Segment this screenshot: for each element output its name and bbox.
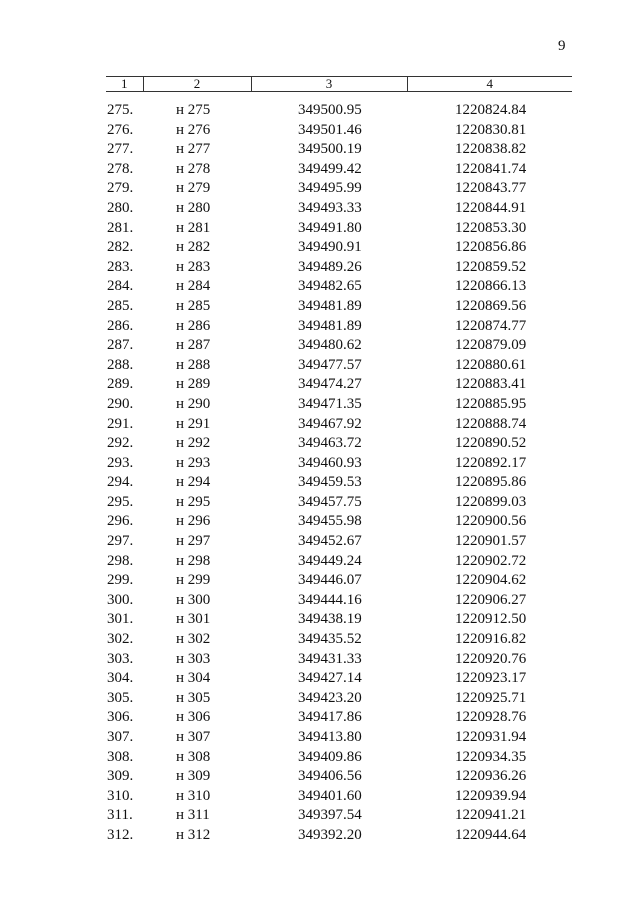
table-row (106, 610, 572, 630)
page-number: 9 (558, 38, 566, 54)
row-number: 310. (107, 787, 134, 804)
y-coordinate: 1220879.09 (455, 337, 527, 354)
row-number: 285. (107, 297, 134, 314)
point-name: н 276 (176, 121, 211, 138)
x-coordinate: 349500.19 (298, 141, 362, 158)
row-number: 300. (107, 591, 134, 608)
table-row (106, 748, 572, 768)
x-coordinate: 349417.86 (298, 709, 362, 726)
x-coordinate: 349457.75 (298, 493, 362, 510)
coordinates-table (106, 76, 572, 846)
y-coordinate: 1220844.91 (455, 199, 527, 216)
x-coordinate: 349481.89 (298, 317, 362, 334)
x-coordinate: 349444.16 (298, 591, 362, 608)
row-number: 305. (107, 689, 134, 706)
row-number: 275. (107, 102, 134, 118)
row-number: 301. (107, 611, 134, 628)
point-name: н 302 (176, 631, 211, 648)
row-number: 312. (107, 826, 134, 843)
table-row (106, 297, 572, 317)
table-row (106, 375, 572, 395)
point-name: н 301 (176, 611, 211, 628)
row-number: 309. (107, 768, 134, 785)
table-row (106, 728, 572, 748)
row-number: 291. (107, 415, 134, 432)
y-coordinate: 1220856.86 (455, 239, 527, 256)
x-coordinate: 349455.98 (298, 513, 362, 530)
row-number: 277. (107, 141, 134, 158)
x-coordinate: 349459.53 (298, 474, 362, 491)
table-row (106, 708, 572, 728)
table-row (106, 415, 572, 435)
point-name: н 286 (176, 317, 211, 334)
table-row (106, 669, 572, 689)
x-coordinate: 349397.54 (298, 807, 362, 824)
table-row (106, 121, 572, 141)
point-name: н 308 (176, 748, 211, 765)
row-number: 294. (107, 474, 134, 491)
table-body (106, 92, 572, 846)
row-number: 296. (107, 513, 134, 530)
x-coordinate: 349474.27 (298, 376, 362, 393)
y-coordinate: 1220830.81 (455, 121, 527, 138)
table-row (106, 179, 572, 199)
x-coordinate: 349482.65 (298, 278, 362, 295)
point-name: н 291 (176, 415, 211, 432)
table-row (106, 512, 572, 532)
point-name: н 304 (176, 670, 211, 687)
x-coordinate: 349493.33 (298, 199, 362, 216)
y-coordinate: 1220902.72 (455, 552, 527, 569)
y-coordinate: 1220934.35 (455, 748, 527, 765)
point-name: н 279 (176, 180, 211, 197)
table-row (106, 571, 572, 591)
point-name: н 280 (176, 199, 211, 216)
y-coordinate: 1220895.86 (455, 474, 527, 491)
y-coordinate: 1220900.56 (455, 513, 527, 530)
table-row (106, 787, 572, 807)
point-name: н 295 (176, 493, 211, 510)
point-name: н 299 (176, 572, 211, 589)
column-header-4: 4 (407, 77, 572, 92)
table-row (106, 454, 572, 474)
table-row (106, 356, 572, 376)
row-number: 293. (107, 454, 134, 471)
row-number: 292. (107, 435, 134, 452)
point-name: н 289 (176, 376, 211, 393)
y-coordinate: 1220890.52 (455, 435, 527, 452)
table-row (106, 258, 572, 278)
x-coordinate: 349460.93 (298, 454, 362, 471)
point-name: н 282 (176, 239, 211, 256)
x-coordinate: 349413.80 (298, 729, 362, 745)
row-number: 299. (107, 572, 134, 589)
row-number: 302. (107, 631, 134, 648)
y-coordinate: 1220939.94 (455, 787, 527, 804)
row-number: 276. (107, 121, 134, 138)
row-number: 280. (107, 199, 134, 216)
table-row (106, 199, 572, 219)
row-number: 279. (107, 180, 134, 197)
table-row (106, 650, 572, 670)
table-row (106, 101, 572, 121)
y-coordinate: 1220885.95 (455, 395, 527, 412)
y-coordinate: 1220944.64 (455, 826, 527, 843)
y-coordinate: 1220843.77 (455, 180, 527, 197)
point-name: н 306 (176, 709, 211, 726)
table-row (106, 591, 572, 611)
x-coordinate: 349423.20 (298, 689, 362, 706)
table-row (106, 689, 572, 709)
table-row (106, 473, 572, 493)
row-number: 287. (107, 337, 134, 354)
table-row (106, 826, 572, 846)
table-row (106, 493, 572, 513)
point-name: н 300 (176, 591, 211, 608)
point-name: н 292 (176, 435, 211, 452)
x-coordinate: 349392.20 (298, 826, 362, 843)
x-coordinate: 349477.57 (298, 356, 362, 373)
x-coordinate: 349431.33 (298, 650, 362, 667)
row-number: 303. (107, 650, 134, 667)
point-name: н 284 (176, 278, 211, 295)
y-coordinate: 1220888.74 (455, 415, 527, 432)
table-row (106, 552, 572, 572)
row-number: 290. (107, 395, 134, 412)
x-coordinate: 349471.35 (298, 395, 362, 412)
point-name: н 310 (176, 787, 211, 804)
y-coordinate: 1220941.21 (455, 807, 527, 824)
point-name: н 285 (176, 297, 211, 314)
table-row (106, 160, 572, 180)
y-coordinate: 1220925.71 (455, 689, 527, 706)
point-name: н 309 (176, 768, 211, 785)
x-coordinate: 349501.46 (298, 121, 362, 138)
y-coordinate: 1220892.17 (455, 454, 527, 471)
row-number: 278. (107, 160, 134, 177)
y-coordinate: 1220928.76 (455, 709, 527, 726)
point-name: н 288 (176, 356, 211, 373)
y-coordinate: 1220874.77 (455, 317, 527, 334)
table-row (106, 317, 572, 337)
y-coordinate: 1220912.50 (455, 611, 527, 628)
table-row (106, 395, 572, 415)
y-coordinate: 1220931.94 (455, 729, 527, 745)
x-coordinate: 349490.91 (298, 239, 362, 256)
row-number: 308. (107, 748, 134, 765)
x-coordinate: 349499.42 (298, 160, 362, 177)
column-header-2: 2 (143, 77, 251, 92)
row-number: 306. (107, 709, 134, 726)
table-row (106, 219, 572, 239)
point-name: н 305 (176, 689, 211, 706)
x-coordinate: 349401.60 (298, 787, 362, 804)
y-coordinate: 1220923.17 (455, 670, 527, 687)
table-row (106, 336, 572, 356)
y-coordinate: 1220906.27 (455, 591, 527, 608)
table-row (106, 277, 572, 297)
x-coordinate: 349480.62 (298, 337, 362, 354)
point-name: н 294 (176, 474, 211, 491)
y-coordinate: 1220899.03 (455, 493, 527, 510)
x-coordinate: 349489.26 (298, 258, 362, 275)
y-coordinate: 1220859.52 (455, 258, 527, 275)
row-number: 311. (107, 807, 133, 824)
row-number: 297. (107, 533, 134, 550)
point-name: н 290 (176, 395, 211, 412)
x-coordinate: 349435.52 (298, 631, 362, 648)
header-row (106, 77, 572, 92)
point-name: н 311 (176, 807, 210, 824)
table-row (106, 532, 572, 552)
row-number: 283. (107, 258, 134, 275)
x-coordinate: 349463.72 (298, 435, 362, 452)
row-number: 307. (107, 729, 134, 745)
point-name: н 303 (176, 650, 211, 667)
x-coordinate: 349495.99 (298, 180, 362, 197)
table-row (106, 238, 572, 258)
header-gap (106, 92, 572, 102)
point-name: н 287 (176, 337, 211, 354)
table-row (106, 140, 572, 160)
y-coordinate: 1220866.13 (455, 278, 527, 295)
y-coordinate: 1220920.76 (455, 650, 527, 667)
row-number: 284. (107, 278, 134, 295)
point-name: н 296 (176, 513, 211, 530)
x-coordinate: 349491.80 (298, 219, 362, 236)
table-row (106, 434, 572, 454)
row-number: 304. (107, 670, 134, 687)
point-name: н 312 (176, 826, 211, 843)
point-name: н 278 (176, 160, 211, 177)
column-header-3: 3 (251, 77, 407, 92)
x-coordinate: 349438.19 (298, 611, 362, 628)
x-coordinate: 349427.14 (298, 670, 362, 687)
y-coordinate: 1220838.82 (455, 141, 527, 158)
point-name: н 275 (176, 102, 211, 118)
column-header-1: 1 (106, 77, 143, 92)
point-name: н 283 (176, 258, 211, 275)
x-coordinate: 349500.95 (298, 102, 362, 118)
x-coordinate: 349467.92 (298, 415, 362, 432)
table-row (106, 767, 572, 787)
y-coordinate: 1220901.57 (455, 533, 527, 550)
x-coordinate: 349452.67 (298, 533, 362, 550)
y-coordinate: 1220853.30 (455, 219, 527, 236)
y-coordinate: 1220880.61 (455, 356, 527, 373)
row-number: 281. (107, 219, 134, 236)
y-coordinate: 1220883.41 (455, 376, 527, 393)
row-number: 295. (107, 493, 134, 510)
y-coordinate: 1220904.62 (455, 572, 527, 589)
x-coordinate: 349406.56 (298, 768, 362, 785)
table-row (106, 630, 572, 650)
point-name: н 297 (176, 533, 211, 550)
y-coordinate: 1220869.56 (455, 297, 527, 314)
y-coordinate: 1220916.82 (455, 631, 527, 648)
point-name: н 281 (176, 219, 211, 236)
point-name: н 307 (176, 729, 211, 745)
table-header (106, 77, 572, 92)
row-number: 298. (107, 552, 134, 569)
y-coordinate: 1220936.26 (455, 768, 527, 785)
point-name: н 293 (176, 454, 211, 471)
row-number: 282. (107, 239, 134, 256)
x-coordinate: 349446.07 (298, 572, 362, 589)
point-name: н 277 (176, 141, 211, 158)
x-coordinate: 349409.86 (298, 748, 362, 765)
point-name: н 298 (176, 552, 211, 569)
row-number: 289. (107, 376, 134, 393)
row-number: 288. (107, 356, 134, 373)
row-number: 286. (107, 317, 134, 334)
table-row (106, 806, 572, 826)
y-coordinate: 1220824.84 (455, 102, 527, 118)
y-coordinate: 1220841.74 (455, 160, 527, 177)
x-coordinate: 349449.24 (298, 552, 362, 569)
x-coordinate: 349481.89 (298, 297, 362, 314)
